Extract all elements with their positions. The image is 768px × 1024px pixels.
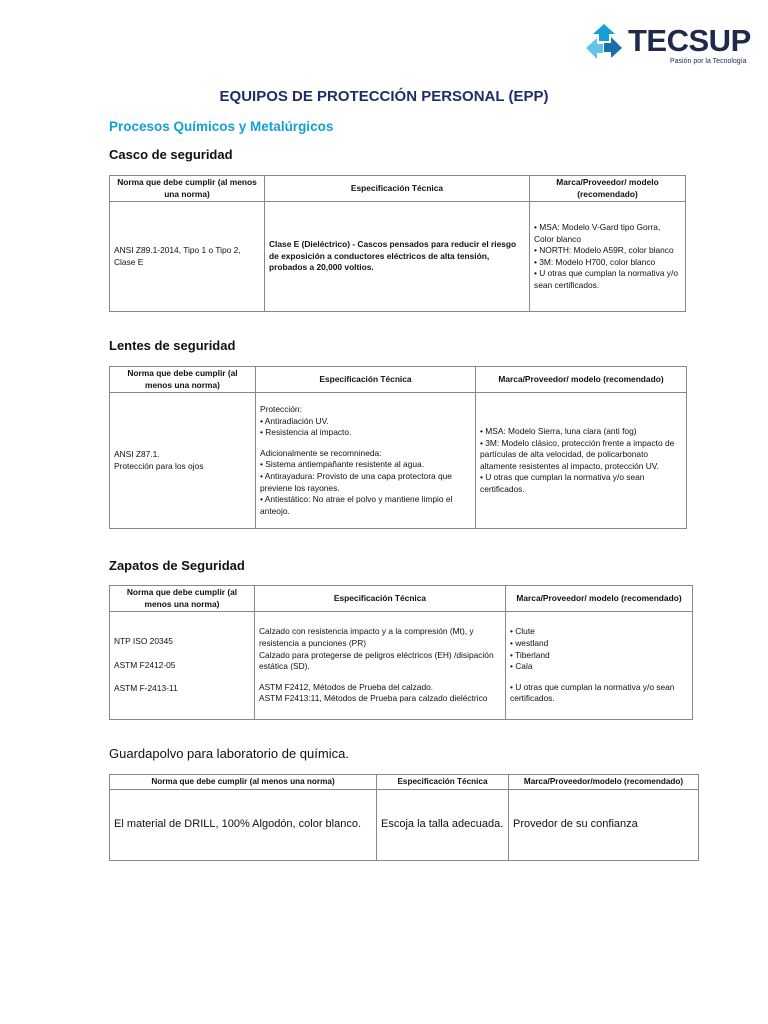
norma-line: NTP ISO 20345 [114,636,173,647]
table-header-row [110,176,686,202]
table-zapatos [109,585,693,720]
list-item: • Tiberland [510,649,550,660]
list-item: • Clute [510,626,535,637]
list-item: • U otras que cumplan la normativa y/o sean certificados. [480,472,645,494]
header-marca: Marca/Proveedor/ modelo (recomendado) [530,176,686,202]
list-item: • westland [510,638,549,648]
list-item: Adicionalmente se recomnineda: [260,447,382,458]
section-heading-guardapolvo [109,746,349,761]
table-header-row [110,367,687,393]
header-especificacion: Especificación Técnica [377,775,509,790]
spec-line: Calzado para protegerse de peligros eléctricos (EH) /disipación estática (SD). [259,649,494,672]
table-lentes [109,366,687,529]
cell-norma: ANSI Z89.1-2014, Tipo 1 o Tipo 2, Clase E [110,202,265,312]
cell-marca [530,202,686,312]
cell-marca: Provedor de su confianza [509,790,699,861]
cell-especificacion [256,393,476,529]
list-item: • NORTH: Modelo A59R, color blanco [534,245,674,256]
cell-especificacion: Clase E (Dieléctrico) - Cascos pensados para reducir el riesgo de exposición a conductores eléctricos de alta tensión, probados a 20,000 voltios. [265,202,530,312]
header-marca: Marca/Proveedor/ modelo (recomendado) [476,367,687,393]
header-norma: Norma que debe cumplir (al menos una norma) [110,367,256,393]
table-row [110,202,686,312]
logo-tagline: Pasión por la Tecnología [670,58,747,65]
recycle-arrows-icon [584,22,624,62]
logo-wordmark: TECSUP [628,23,751,58]
table-header-row [110,586,693,612]
list-item: • Antirayadura: Provisto de una capa protectora que previene los rayones. [260,470,452,493]
header-norma: Norma que debe cumplir (al menos una norma) [110,775,377,790]
list-item: • MSA: Modelo Sierra, luna clara (anti fog) [480,425,637,436]
list-item: Protección: [260,404,302,415]
table-guardapolvo [109,774,699,861]
list-item: • 3M: Modelo H700, color blanco [534,256,656,267]
page-title: EQUIPOS DE PROTECCIÓN PERSONAL (EPP) [219,88,549,105]
norma-line: ASTM F2412-05 [114,659,176,670]
spec-line: ASTM F2413:11, Métodos de Prueba para calzado dieléctrico [259,693,488,704]
norma-line: Protección para los ojos [114,460,204,471]
header-especificacion: Especificación Técnica [256,367,476,393]
header-especificacion: Especificación Técnica [255,586,506,612]
cell-norma [110,612,255,720]
section-heading-zapatos: Zapatos de Seguridad [109,558,245,573]
list-item: • Resistencia al impacto. [260,427,352,438]
cell-marca [506,612,693,720]
norma-line: ASTM F-2413-11 [114,683,178,694]
table-casco [109,175,686,312]
spec-line: Calzado con resistencia impacto y a la compresión (Mt), y resistencia a punciones (PR) [259,626,474,648]
list-item: • 3M: Modelo clásico, protección frente a impacto de partículas de alta velocidad, de policarbonato altamente resistentes al impacto, protección UV. [480,437,675,471]
list-item: • Antiradiación UV. [260,415,329,426]
spec-line: ASTM F2412, Métodos de Prueba del calzado. [259,681,434,692]
tecsup-logo [584,22,749,74]
section-heading-lentes: Lentes de seguridad [109,338,236,353]
table-row [110,790,699,861]
list-item: • Cala [510,661,533,672]
list-item: • U otras que cumplan la normativa y/o sean certificados. [534,268,678,290]
header-norma: Norma que debe cumplir (al menos una norma) [110,586,255,612]
section-heading-casco: Casco de seguridad [109,147,233,162]
header-norma: Norma que debe cumplir (al menos una norma) [110,176,265,202]
cell-norma: El material de DRILL, 100% Algodón, color blanco. [110,790,377,861]
list-item: • MSA: Modelo V-Gard tipo Gorra, Color blanco [534,221,661,244]
cell-norma [110,393,256,529]
table-header-row [110,775,699,790]
cell-especificacion: Escoja la talla adecuada. [377,790,509,861]
cell-especificacion [255,612,506,720]
heading-period: . [345,746,349,761]
header-especificacion: Especificación Técnica [265,176,530,202]
list-item: • Sistema antiempañante resistente al agua. [260,459,425,470]
list-item: • U otras que cumplan la normativa y/o sean certificados. [510,681,675,704]
heading-text: Guardapolvo para laboratorio de química [109,746,346,761]
header-marca: Marca/Proveedor/ modelo (recomendado) [506,586,693,612]
page-subtitle: Procesos Químicos y Metalúrgicos [109,119,334,134]
norma-line: ANSI Z87.1. [114,449,160,460]
list-item: • Antiestático: No atrae el polvo y mantiene limpio el anteojo. [260,494,453,516]
header-marca: Marca/Proveedor/modelo (recomendado) [509,775,699,790]
table-row [110,612,693,720]
cell-marca [476,393,687,529]
table-row [110,393,687,529]
